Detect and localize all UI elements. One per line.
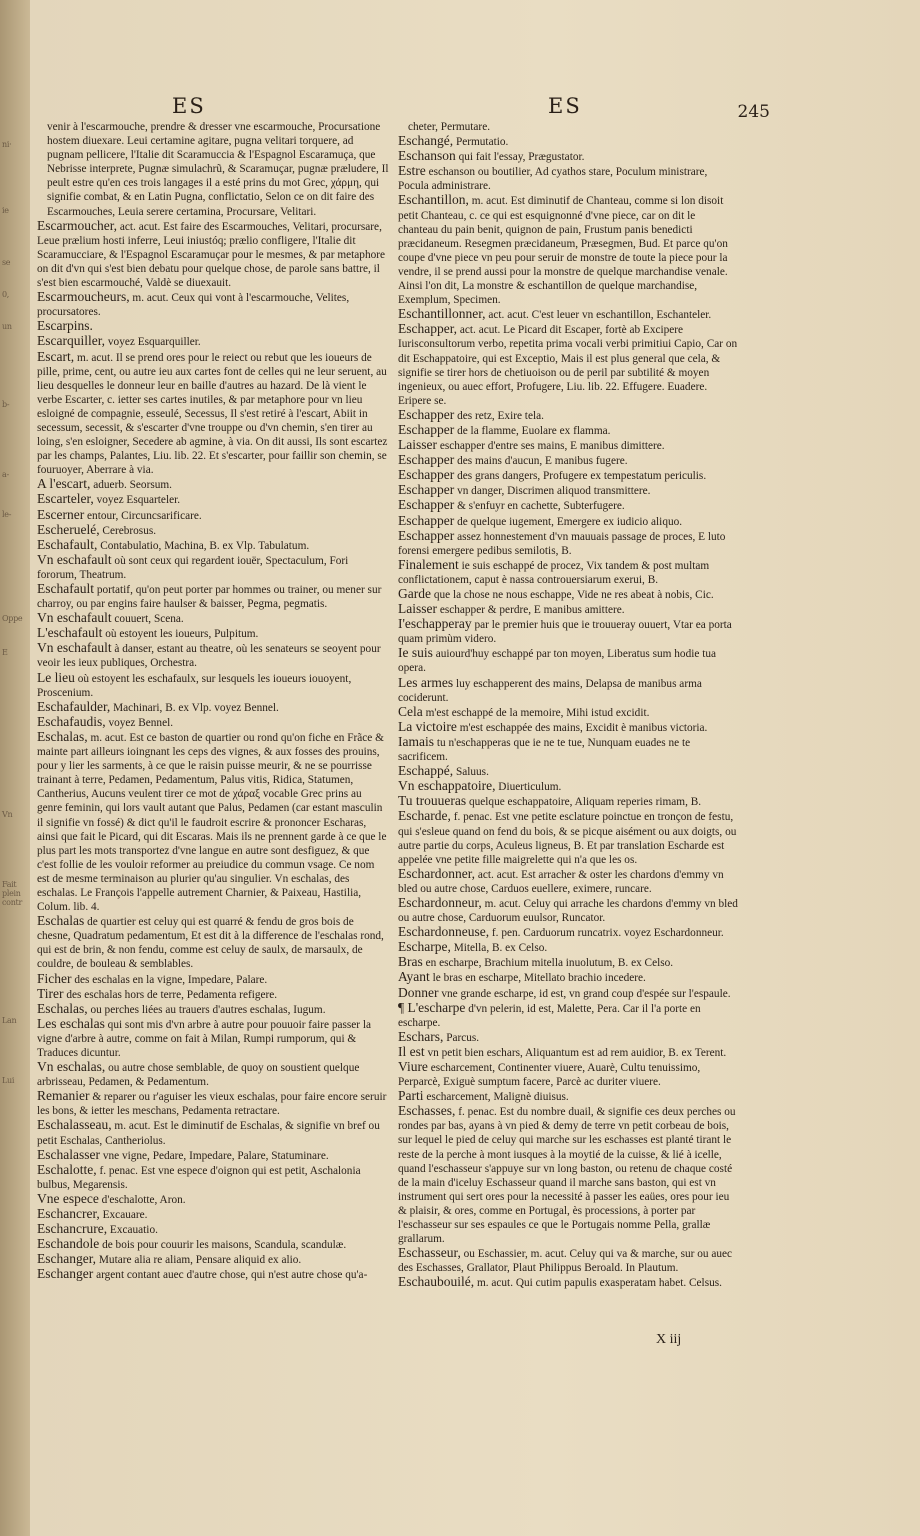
entry-text: & s'enfuyr en cachette, Subterfugere. [457, 500, 625, 513]
dictionary-entry [398, 986, 738, 1001]
dictionary-entry [398, 587, 738, 602]
entry-headword: Escheruelé, [37, 521, 100, 537]
entry-text: eschapper d'entre ses mains, E manibus dimittere. [439, 440, 665, 453]
dictionary-entry [398, 307, 738, 322]
entry-text: argent contant auec d'autre chose, qui n'est autre chose qu'a- [96, 1269, 368, 1282]
entry-text: d'eschalotte, Aron. [101, 1193, 186, 1206]
entry-text: voyez Bennel. [108, 716, 174, 729]
dictionary-entry [37, 1252, 389, 1267]
entry-text: m. acut. Ceux qui vont à l'escarmouche, Velites, procursatores. [37, 292, 350, 319]
entry-text: ou autre chose semblable, de quoy on soustient quelque arbrisseau, Pedamen, & Pedamentum. [37, 1062, 360, 1089]
entry-headword: Eschapper [398, 421, 455, 437]
entry-text: tu n'eschapperas que ie ne te tue, Nunquam euades ne te sacrificem. [398, 736, 691, 764]
entry-text: act. acut. Est arracher & oster les chardons d'emmy vn bled ou autre chose, Carduos euellere, eximere, runcare. [398, 868, 724, 895]
entry-headword: Il est [398, 1043, 425, 1059]
right-column [398, 120, 738, 1291]
entry-headword: Ayant [398, 969, 430, 985]
entry-text: à danser, estant au theatre, où les senateurs se seoyent pour veoir les ieux publiques, Orchestra. [37, 643, 381, 670]
dictionary-entry [37, 700, 389, 715]
dictionary-entry [37, 492, 389, 507]
entry-headword: Vn eschafault [37, 640, 112, 656]
page-number: 245 [737, 102, 770, 122]
gutter-mark: E [2, 648, 8, 657]
entry-text: qui sont mis d'vn arbre à autre pour pouuoir faire passer la vigne d'arbre à autre, comme on fait à Milan, Rumpi rumporum, qui & Traduces dicuntur. [37, 1018, 372, 1059]
dictionary-entry [398, 529, 738, 558]
dictionary-entry [398, 940, 738, 955]
dictionary-entry [37, 1207, 389, 1222]
dictionary-entry [37, 1163, 389, 1192]
running-head-right: ES [548, 94, 582, 118]
dictionary-entry [398, 1060, 738, 1089]
entry-headword: Remanier [37, 1088, 90, 1104]
dictionary-entry [37, 1192, 389, 1207]
dictionary-entry [37, 626, 389, 641]
entry-headword: Eschangé, [398, 133, 454, 149]
dictionary-entry [398, 438, 738, 453]
entry-headword: Escarquiller, [37, 333, 106, 349]
dictionary-entry [37, 508, 389, 523]
dictionary-entry [398, 322, 738, 408]
entry-text: le bras en escharpe, Mitellato brachio incedere. [432, 972, 646, 985]
entry-text: Excauare. [102, 1209, 148, 1222]
gutter-mark: Lan [2, 1016, 17, 1025]
entry-headword: Eschalasseau, [37, 1117, 112, 1133]
dictionary-entry [398, 1104, 738, 1246]
entry-text: des eschalas hors de terre, Pedamenta refigere. [66, 988, 278, 1001]
entry-headword: Eschardonneuse, [398, 924, 490, 940]
entry-headword: Vn eschafault [37, 551, 112, 567]
entry-headword: I'eschapperay [398, 616, 472, 632]
entry-text: par le premier huis que ie trouueray ouuert, Vtar ea porta quam primùm videro. [398, 619, 732, 646]
entry-headword: ¶ L'escharpe [398, 999, 466, 1015]
entry-text: m. acut. Qui cutim papulis exasperatam habet. Celsus. [476, 1277, 722, 1290]
dictionary-entry [398, 120, 738, 134]
entry-headword: Eschantillonner, [398, 306, 486, 322]
gutter-mark: Vn [2, 810, 13, 819]
entry-text: auiourd'huy eschappé par ton moyen, Liberatus sum hodie tua opera. [398, 648, 717, 675]
dictionary-entry [37, 1017, 389, 1060]
entry-text: où sont ceux qui regardent iouër, Spectaculum, Fori fororum, Theatrum. [37, 554, 349, 581]
entry-headword: Eschapper [398, 497, 455, 513]
dictionary-entry [398, 423, 738, 438]
entry-text: eschapper & perdre, E manibus amittere. [439, 604, 625, 617]
entry-headword: Eschalas, [37, 1000, 88, 1016]
dictionary-entry [37, 1267, 389, 1282]
entry-headword: Eschafaudis, [37, 713, 106, 729]
entry-headword: Eschaubouilé, [398, 1274, 475, 1290]
entry-headword: Vn eschappatoire, [398, 778, 496, 794]
entry-headword: Tirer [37, 985, 64, 1001]
dictionary-entry [398, 1001, 738, 1030]
entry-headword: Escart, [37, 348, 75, 364]
entry-text: m. acut. Est le diminutif de Eschalas, & signifie vn bref ou petit Eschalas, Cantheriolus. [37, 1120, 380, 1147]
entry-text: m. acut. Est diminutif de Chanteau, comme si lon disoit petit Chanteau, c. ce qui est esquignonné d'vne piece, car on dit le chanteau du pain benit, quignon de pain, Frustum panis benedicti præcidaneum. Resegmen præcidaneum, Præsegmen, Bud. Et parce qu'on coupe d'vne piece vn peu pour seruir de monstre de toute la piece pour la vendre, il se prend aussi pour la monstre de quelque marchandise venale. Ainsi l'on dit, La monstre & eschantillon de quelque marchandise, Exemplum, Specimen. [398, 195, 728, 307]
dictionary-entry [37, 553, 389, 582]
dictionary-entry [398, 1275, 738, 1290]
dictionary-entry [37, 671, 389, 700]
entry-text: ou Eschassier, m. acut. Celuy qui va & marche, sur ou auec des Eschasses, Grallator, Plaut Philippus Beroald. In Plautum. [398, 1248, 733, 1275]
entry-text: voyez Esquarquiller. [107, 336, 201, 349]
entry-text: venir à l'escarmouche, prendre & dresser vne escarmouche, Procursatione hostem diuexare. Leui certamine agitare, pugna velitari torquere, ad pugnam pellicere, l'Italie dit Scaramuccia & l'Espagnol Escaramuça, que Nebrisse interprete, Pugnæ simulachrũ, & Scaramuçar, pugnæ præludere, Il peult estre qu'en ces trois langages il a esté prins du mot Grec, χάρμη, qui signifie combat, & en Latin Pugna, conflictatio, Selon ce on dit faire des Escarmouches, Leuia serere certamina, Procursare, Velitari. [47, 121, 389, 218]
dictionary-entry [398, 164, 738, 193]
entry-text: des retz, Exire tela. [457, 409, 544, 422]
entry-headword: Le lieu [37, 669, 75, 685]
dictionary-entry [37, 611, 389, 626]
entry-text: que la chose ne nous eschappe, Vide ne res abeat à nobis, Cic. [433, 589, 714, 601]
entry-headword: Eschapper [398, 527, 455, 543]
entry-headword: A l'escart, [37, 476, 91, 492]
entry-text: Machinari, B. ex Vlp. voyez Bennel. [113, 701, 279, 714]
entry-text: ou perches liées au trauers d'autres eschalas, Iugum. [90, 1003, 326, 1016]
entry-text: & reparer ou r'aguiser les vieux eschalas, pour faire encore seruir les bons, & ietter les meschans, Pedamenta retractare. [37, 1091, 387, 1118]
dictionary-entry [398, 149, 738, 164]
entry-text: Mutare alia re aliam, Pensare aliquid ex alio. [98, 1254, 302, 1267]
entry-headword: Parti [398, 1088, 424, 1104]
gutter-mark: a- [2, 470, 9, 479]
dictionary-entry [398, 1045, 738, 1060]
running-head-left: ES [172, 94, 206, 118]
entry-text: act. acut. Le Picard dit Escaper, fortè ab Excipere Iurisconsultorum verbo, repetita prima vocali verbi primitiui Capio, Car on dit Eschappatoire, qui est Exceptio, Mais il est plus general que cela, & signifie se tirer hors de chetiuoison ou de peril par subtilité & moyen ingenieux, ou auec effort, Profugere, Liu. lib. 22. Effugere. Euadere. Eripere se. [398, 324, 738, 407]
dictionary-entry [398, 676, 738, 705]
dictionary-entry [398, 514, 738, 529]
dictionary-entry [37, 987, 389, 1002]
dictionary-entry [37, 1118, 389, 1147]
entry-headword: Eschappé, [398, 763, 454, 779]
entry-text: qui fait l'essay, Prægustator. [458, 151, 585, 164]
entry-headword: Eschafault, [37, 536, 98, 552]
dictionary-entry [37, 1089, 389, 1118]
entry-headword: Eschalas, [37, 728, 88, 744]
entry-text: de quelque iugement, Emergere ex iudicio aliquo. [457, 515, 683, 528]
dictionary-entry [398, 955, 738, 970]
gutter-mark: un [2, 322, 12, 331]
entry-headword: Eschanger [37, 1266, 94, 1282]
entry-text: Saluus. [455, 766, 489, 779]
dictionary-entry [398, 483, 738, 498]
dictionary-entry [37, 1002, 389, 1017]
entry-text: portatif, qu'on peut porter par hommes ou trainer, ou mener sur charroy, ou par engins faire haulser & baisser, Pegma, pegmatis. [37, 584, 382, 611]
dictionary-entry [37, 219, 389, 290]
dictionary-entry [398, 867, 738, 896]
entry-headword: Eschalas [37, 913, 85, 929]
gutter-mark: ie [2, 206, 9, 215]
entry-text: f. penac. Est vne petite esclature poinctue en tronçon de festu, qui s'esleue quand on fend du bois, & se picque aisément ou aux doigts, ou autre partie du corps, Aculeus ligneus, B. Et par translation Escharde est appelée vne petite fille maigrelette qui n'a que les os. [398, 811, 737, 866]
dictionary-entry [37, 730, 389, 914]
entry-text: de la flamme, Euolare ex flamma. [457, 424, 611, 437]
entry-text: où estoyent les eschafaulx, sur lesquels les ioueurs iouoyent, Proscenium. [37, 672, 352, 699]
entry-text: vne grande escharpe, id est, vn grand coup d'espée sur l'espaule. [441, 987, 731, 1000]
entry-headword: Ie suis [398, 645, 433, 661]
entry-headword: Vn eschafault [37, 610, 112, 626]
entry-headword: Cela [398, 703, 423, 719]
gutter-mark: se [2, 258, 11, 267]
entry-text: Excauatio. [109, 1224, 158, 1237]
dictionary-entry [37, 582, 389, 611]
entry-headword: Escarmoucheurs, [37, 289, 130, 305]
gutter-mark: le- [2, 510, 12, 519]
entry-headword: Escharpe, [398, 939, 451, 955]
dictionary-entry [398, 1246, 738, 1275]
dictionary-entry [37, 538, 389, 553]
entry-text: act. acut. C'est leuer vn eschantillon, Eschanteler. [488, 309, 712, 322]
entry-headword: Escharde, [398, 808, 451, 824]
entry-text: f. penac. Est du nombre duail, & signifie ces deux perches ou rondes par bas, ayans à vn pied & demy de terre vn petit corbeau de bois, sur lequel le pied de celuy qui marche sur les eschasses est planté tirant le reste de la perche à mont iusques à la moytié de la cuisse, & lié à icelle, quand l'eschasseur s'appuye sur vn long baston, ou retenu de chaque costé de la main d'iceluy Eschasseur quand il marche sans baston, qui est vn instrument qui sert ores pour la necessité à passer les eaües, ores pour ieu & plaisir, & ores, comme en Portugal, ès processions, à porter par l'eschasseur sur ses espaules ce que le Portugais nomme Pella, grallæ grallarum. [398, 1106, 736, 1246]
entry-text: vn danger, Discrimen aliquod transmittere. [457, 485, 651, 498]
dictionary-entry [398, 193, 738, 307]
entry-text: eschanson ou boutilier, Ad cyathos stare, Poculum ministrare, Pocula administrare. [398, 166, 708, 193]
entry-headword: Laisser [398, 437, 437, 453]
left-gutter [0, 0, 30, 1536]
entry-headword: Eschapper, [398, 321, 458, 337]
entry-text: Parcus. [446, 1031, 480, 1044]
gutter-mark: ni· [2, 140, 12, 149]
entry-headword: Eschapper [398, 482, 455, 498]
entry-text: f. penac. Est vne espece d'oignon qui est petit, Aschalonia bulbus, Megarensis. [37, 1164, 361, 1191]
dictionary-entry [398, 764, 738, 779]
entry-text: quelque eschappatoire, Aliquam reperies rimam, B. [468, 796, 702, 809]
entry-headword: Estre [398, 163, 426, 179]
dictionary-entry [37, 120, 389, 219]
entry-headword: Laisser [398, 601, 437, 617]
gutter-mark: 0, [2, 290, 10, 299]
entry-headword: Eschalotte, [37, 1161, 97, 1177]
entry-headword: Les eschalas [37, 1015, 105, 1031]
entry-text: act. acut. Est faire des Escarmouches, Velitari, procursare, Leue prælium hosti inferre, Leui iniustóq; prælio confligere, l'Italie dit Scaramucciare, & l'Espagnol Escaramuçar pour le mesmes, & par metaphore on dit d'vn qui s'est bien debatu pour quelque chose, de parole sans battre, il s'est bien escarmouché, Valdè se diuexauit. [37, 220, 386, 290]
entry-text: de quartier est celuy qui est quarré & fendu de gros bois de chesne, Quadratum pedamentum, Et est dit à la difference de l'eschalas rond, qui est de brin, & non fendu, comme est celuy de saulx, de marsaulx, de couldre, de bouleau & semblables. [37, 916, 384, 971]
entry-headword: Eschars, [398, 1028, 444, 1044]
dictionary-entry [398, 896, 738, 925]
entry-text: assez honnestement d'vn mauuais passage de proces, E luto forensi emergere pedibus semilotis, B. [398, 530, 726, 557]
entry-headword: Viure [398, 1059, 428, 1074]
dictionary-entry [398, 1030, 738, 1045]
entry-headword: Eschanger, [37, 1251, 97, 1267]
entry-text: Mitella, B. ex Celso. [453, 942, 548, 955]
entry-headword: Eschapper [398, 512, 455, 528]
gutter-mark: Oppe [2, 614, 23, 623]
entry-headword: Eschardonneur, [398, 894, 482, 910]
dictionary-entry [37, 972, 389, 987]
dictionary-entry [398, 1089, 738, 1104]
entry-headword: Bras [398, 954, 423, 970]
entry-headword: Donner [398, 984, 439, 1000]
dictionary-entry [398, 617, 738, 646]
entry-text: Contabulatio, Machina, B. ex Vlp. Tabulatum. [100, 539, 310, 552]
entry-headword: Garde [398, 586, 431, 601]
entry-headword: Escarmoucher, [37, 217, 118, 233]
entry-text: voyez Esquarteler. [96, 494, 181, 507]
entry-text: entour, Circuncsarificare. [87, 509, 202, 522]
entry-text: des eschalas en la vigne, Impedare, Palare. [74, 973, 268, 986]
entry-headword: Escarpins. [37, 318, 93, 334]
entry-text: d'vn pelerin, id est, Malette, Pera. Car il l'a porte en escharpe. [398, 1002, 701, 1029]
entry-headword: Escarteler, [37, 491, 94, 507]
entry-headword: Eschafault [37, 581, 94, 596]
dictionary-entry [398, 970, 738, 985]
entry-headword: Eschandole [37, 1236, 100, 1252]
dictionary-entry [37, 914, 389, 971]
entry-text: m'est eschappé de la memoire, Mihi istud excidit. [425, 706, 650, 719]
entry-text: couuert, Scena. [114, 613, 184, 626]
dictionary-entry [398, 779, 738, 794]
entry-headword: Eschancrer, [37, 1206, 100, 1222]
entry-text: cheter, Permutare. [408, 121, 491, 133]
dictionary-entry [398, 134, 738, 149]
dictionary-entry [398, 720, 738, 735]
dictionary-entry [37, 334, 389, 349]
entry-text: ie suis eschappé de procez, Vix tandem & post multam conflictationem, caput è nassa controuersiarum exerui, B. [398, 559, 710, 586]
dictionary-entry [398, 809, 738, 866]
entry-text: de bois pour couurir les maisons, Scandula, scandulæ. [102, 1239, 347, 1252]
entry-headword: Eschardonner, [398, 865, 476, 881]
dictionary-entry [37, 1148, 389, 1163]
dictionary-entry [37, 1222, 389, 1237]
entry-text: f. pen. Carduorum runcatrix. voyez Eschardonneur. [491, 927, 724, 940]
entry-text: Cerebrosus. [102, 524, 157, 537]
entry-text: des grans dangers, Profugere ex tempestatum periculis. [457, 470, 707, 483]
entry-text: Diuerticulum. [498, 781, 562, 794]
dictionary-entry [37, 1060, 389, 1089]
entry-headword: Eschasseur, [398, 1245, 461, 1261]
entry-text: aduerb. Seorsum. [93, 479, 172, 492]
gutter-mark: b- [2, 400, 10, 409]
entry-text: vne vigne, Pedare, Impedare, Palare, Statuminare. [102, 1149, 329, 1162]
entry-headword: L'eschafault [37, 625, 103, 641]
dictionary-entry [398, 602, 738, 617]
entry-text: des mains d'aucun, E manibus fugere. [457, 455, 628, 468]
entry-text: luy eschapperent des mains, Delapsa de manibus arma cociderunt. [398, 677, 702, 704]
dictionary-entry [398, 408, 738, 423]
dictionary-entry [37, 319, 389, 334]
dictionary-entry [37, 641, 389, 670]
dictionary-entry [398, 735, 738, 764]
dictionary-entry [398, 705, 738, 720]
entry-text: m. acut. Celuy qui arrache les chardons d'emmy vn bled ou autre chose, Carduorum euulsor, Runcator. [398, 897, 738, 925]
entry-headword: Eschancrure, [37, 1221, 108, 1237]
gutter-mark: Lui [2, 1076, 15, 1085]
dictionary-entry [37, 715, 389, 730]
dictionary-entry [37, 1237, 389, 1252]
signature-mark: X iij [656, 1332, 682, 1347]
entry-text: escharcement, Malignè diuisus. [426, 1091, 569, 1104]
entry-headword: Eschapper [398, 406, 455, 422]
dictionary-entry [398, 925, 738, 940]
entry-headword: La victoire [398, 718, 457, 734]
entry-headword: Les armes [398, 674, 454, 690]
dictionary-entry [37, 477, 389, 492]
entry-text: en escharpe, Brachium mitella inuolutum, B. ex Celso. [425, 957, 674, 970]
gutter-mark: Fait plein contr [2, 880, 22, 907]
entry-headword: Eschantillon, [398, 192, 469, 208]
dictionary-entry [37, 290, 389, 319]
entry-text: m. acut. Il se prend ores pour le reiect ou rebut que les ioueurs de pille, prime, cent, ou autre ieu aux cartes font de celles qui ne leur seruent, au lieu desquelles le donneur leur en baille d'autres au hazard. De là vient le verbe Escarter, c. ietter ses cartes inutiles, & par metaphore pour vn lieu esloigné de compagnie, esseulé, Secessus, Il s'est retiré à l'escart, Abiit in secessum, secessit, & s'escarter d'vne trouppe ou d'vn chemin, s'en tirer au loing, s'en esloigner, Secedere ab agmine, à via. On dit aussi, Ils sont escartez par les champs, Palantes, Liu. lib. 22. Et s'escarter, pour faillir son chemin, se fouruoyer, Aberrare à via. [37, 351, 388, 477]
dictionary-entry [37, 350, 389, 478]
entry-headword: Tu trouueras [398, 793, 467, 809]
entry-headword: Vne espece [37, 1190, 99, 1206]
entry-text: Permutatio. [455, 136, 509, 149]
entry-headword: Eschasses, [398, 1103, 456, 1119]
entry-headword: Eschalasser [37, 1146, 100, 1162]
entry-headword: Ficher [37, 970, 72, 986]
left-column [37, 120, 389, 1283]
entry-text: m. acut. Est ce baston de quartier ou rond qu'on fiche en Frãce & mainte part ailleurs ioingnant les ceps des vignes, & aux fosses des prouins, pour y lier les sarments, à ce que le raisin puisse meurir, & ne se pourrisse trainant à terre, Pedamen, Pedamentum, Palus vitis, Ridica, Statumen, Cantherius, Aucuns veulent tirer ce mot de χάραξ vocable Grec prins au genre feminin, qui lors vault autant que Palus, Pedamen (car estant masculin il signifie vn fossé) & dict qu'il le faudroit escrire & prononcer Escharas, ainsi que fait le Picard, qui dit Escaras. Mais ils ne prennent garde à ce que le plus part les mots transportez d'vne langue en autre sont desfiguez, & que c'est follie de les vouloir reformer au preiudice du commun vsage. Ce nom est de mesme terminaison au plurier qu'au singulier. Vn eschalas, des eschalas. Le François l'appelle autrement Charnier, & Paixeau, Hastilia, Colum. lib. 4. [37, 731, 387, 914]
entry-text: m'est eschappée des mains, Excidit è manibus victoria. [459, 721, 708, 734]
entry-headword: Eschapper [398, 467, 455, 483]
entry-text: vn petit bien eschars, Aliquantum est ad rem auidior, B. ex Terent. [427, 1046, 727, 1059]
entry-headword: Escerner [37, 506, 85, 522]
dictionary-entry [398, 498, 738, 513]
entry-text: où estoyent les ioueurs, Pulpitum. [105, 628, 259, 641]
dictionary-entry [398, 558, 738, 587]
dictionary-entry [398, 794, 738, 809]
dictionary-entry [398, 453, 738, 468]
entry-headword: Eschanson [398, 148, 456, 164]
entry-headword: Finalement [398, 556, 459, 572]
entry-headword: Eschapper [398, 452, 455, 468]
entry-headword: Iamais [398, 733, 434, 749]
dictionary-entry [37, 523, 389, 538]
dictionary-entry [398, 468, 738, 483]
entry-headword: Eschafaulder, [37, 698, 111, 714]
entry-text: escharcement, Continenter viuere, Auarè, Cultu tenuissimo, Perparcè, Exiguè sumptum facere, Parcè ac duriter viuere. [398, 1062, 701, 1089]
entry-headword: Vn eschalas, [37, 1059, 106, 1075]
dictionary-entry [398, 646, 738, 675]
